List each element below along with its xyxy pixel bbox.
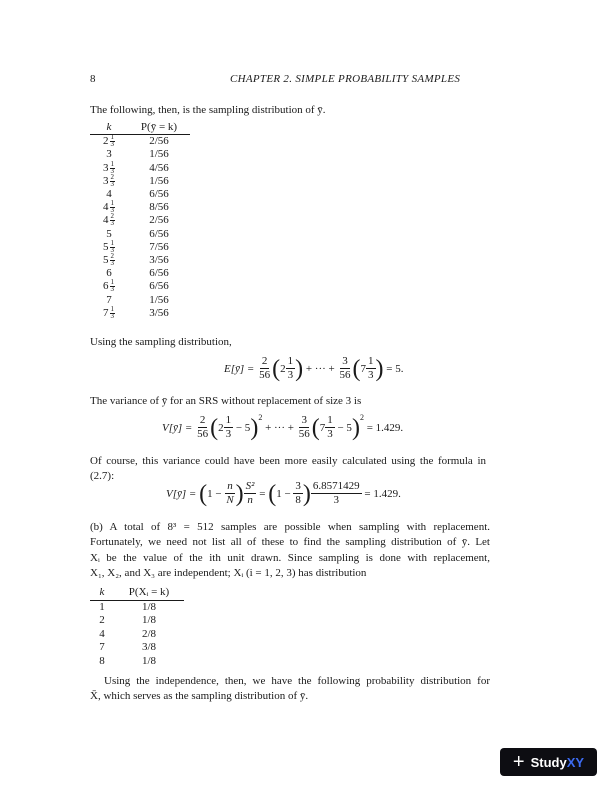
paragraph-b-line: (b) A total of 8³ = 512 samples are possible when sampling with replacement. [90, 521, 490, 533]
k-value: 3 $\frac{1}{3}$ [103, 159, 114, 175]
probability-value: 6/56 [149, 280, 169, 293]
table-row [90, 280, 190, 293]
probability-value: 1/56 [149, 174, 169, 187]
table-row [90, 614, 184, 628]
table-row [90, 201, 190, 214]
probability-value: 1/56 [149, 148, 169, 161]
paragraph-b-line: Xᵢ be the value of the ith unit drawn. Since sampling is done with replacement, [90, 551, 490, 564]
paragraph-b [90, 520, 490, 581]
probability-value: 3/56 [149, 306, 169, 319]
k-value: 4 $\frac{1}{3}$ [103, 199, 114, 215]
equation-formula: V[ȳ] = ( 1 − $\frac{n}{N}$ ) $\frac{\text{S²}}{n}$ = ( 1 − $\frac{3}{8}$ ) $\frac{6.8571429}{3}$ = 1.429. [166, 480, 401, 507]
eq1-frac2: $\frac{3}{56}$ [339, 355, 351, 381]
plus-icon: + [512, 751, 525, 773]
table-row [90, 254, 190, 267]
table-row [90, 600, 184, 614]
table-row [90, 228, 190, 241]
probability-value: 8/56 [149, 201, 169, 214]
k-value: 7 [99, 641, 105, 654]
studyxy-logo [500, 748, 597, 776]
k-value: 2 $\frac{1}{3}$ [103, 133, 114, 149]
probability-value: 6/56 [149, 227, 169, 240]
paragraph-final [90, 674, 490, 705]
probability-value: 1/8 [141, 654, 157, 667]
k-value: 7 $\frac{1}{3}$ [103, 304, 114, 320]
table2-header-k: k [99, 586, 105, 599]
paragraph-variance: The variance of ȳ for an SRS without replacement of size 3 is [90, 395, 362, 407]
probability-value: 3/56 [149, 253, 169, 266]
logo-text-main: Study [530, 754, 567, 770]
probability-value: 2/56 [149, 135, 169, 148]
table-row [90, 162, 190, 175]
table1-header-prob: P(ȳ = k) [140, 121, 178, 134]
probability-value: 1/8 [141, 600, 157, 613]
xi-distribution-table [90, 586, 184, 668]
k-value: 6 [106, 267, 112, 280]
table1-header-k: k [106, 121, 112, 134]
k-value: 4 $\frac{2}{3}$ [103, 212, 114, 228]
table-row [90, 655, 184, 669]
probability-value: 1/56 [149, 293, 169, 306]
equation-expectation: E[ȳ] = $\frac{2}{56}$ ( 2 $\frac{1}{3}$ ) + ··· + $\frac{3}{56}$ ( 7 $\frac{1}{3}$ ) = 5. [224, 355, 404, 382]
sampling-distribution-table [90, 121, 190, 320]
paragraph-final-line: X̄, which serves as the sampling distribution of ȳ. [90, 690, 309, 703]
table-row [90, 641, 184, 655]
table-row [90, 628, 184, 642]
probability-value: 2/8 [141, 627, 157, 640]
k-value: 7 [106, 293, 112, 306]
k-value: 8 [99, 654, 105, 667]
table-row [90, 307, 190, 320]
probability-value: 3/8 [141, 641, 157, 654]
eq1-mixed1: $\frac{1}{3}$ [287, 355, 294, 381]
page-number: 8 [90, 73, 96, 85]
paragraph-ofcourse: Of course, this variance could have been more easily calculated using the formula in (2.7): [90, 455, 486, 483]
k-value: 6 $\frac{1}{3}$ [103, 278, 114, 294]
eq1-frac1: $\frac{2}{56}$ [259, 355, 271, 381]
eq1-lhs: E[ȳ] = [224, 362, 255, 375]
table-row [90, 293, 190, 306]
eq1-mixed2: $\frac{1}{3}$ [368, 355, 374, 381]
probability-value: 4/56 [149, 161, 169, 174]
table1-body [90, 135, 190, 320]
paragraph-b-line: X₁, X₂, and X₃ are independent; Xᵢ (i = 1, 2, 3) has distribution [90, 566, 367, 579]
table-row [90, 175, 190, 188]
probability-value: 6/56 [149, 188, 169, 201]
paragraph-final-line: Using the independence, then, we have the following probability distribution for [104, 675, 490, 687]
chapter-title: CHAPTER 2. SIMPLE PROBABILITY SAMPLES [230, 73, 461, 85]
k-value: 4 [99, 627, 105, 640]
k-value: 3 $\frac{2}{3}$ [103, 172, 114, 188]
k-value: 4 [106, 188, 112, 201]
table-row [90, 267, 190, 280]
probability-value: 1/8 [141, 614, 157, 627]
table2-body [90, 600, 184, 668]
table-row [90, 214, 190, 227]
k-value: 5 $\frac{1}{3}$ [103, 238, 114, 254]
table-row [90, 188, 190, 201]
k-value: 1 [99, 600, 105, 613]
probability-value: 2/56 [149, 214, 169, 227]
probability-value: 6/56 [149, 267, 169, 280]
table-row [90, 148, 190, 161]
paragraph-using: Using the sampling distribution, [90, 336, 232, 348]
table-row [90, 241, 190, 254]
k-value: 2 [99, 614, 105, 627]
intro-text: The following, then, is the sampling distribution of ȳ. [90, 104, 326, 116]
k-value: 3 [106, 148, 112, 161]
logo-text-accent: XY [566, 754, 585, 770]
k-value: 5 [106, 227, 112, 240]
k-value: 5 $\frac{2}{3}$ [103, 252, 114, 267]
paragraph-b-line: Fortunately, we need not list all of these to find the sampling distribution of ȳ. Let [90, 536, 490, 549]
table-row [90, 135, 190, 149]
table2-header-prob: P(Xᵢ = k) [128, 586, 170, 599]
probability-value: 7/56 [149, 240, 169, 253]
equation-variance: V[ȳ] = $\frac{2}{56}$ ( 2 $\frac{1}{3}$ − 5 ) $^2$ + ··· + $\frac{3}{56}$ ( 7 $\frac{1}{3}$ − 5 ) $^2$ = 1.429. [162, 413, 404, 441]
